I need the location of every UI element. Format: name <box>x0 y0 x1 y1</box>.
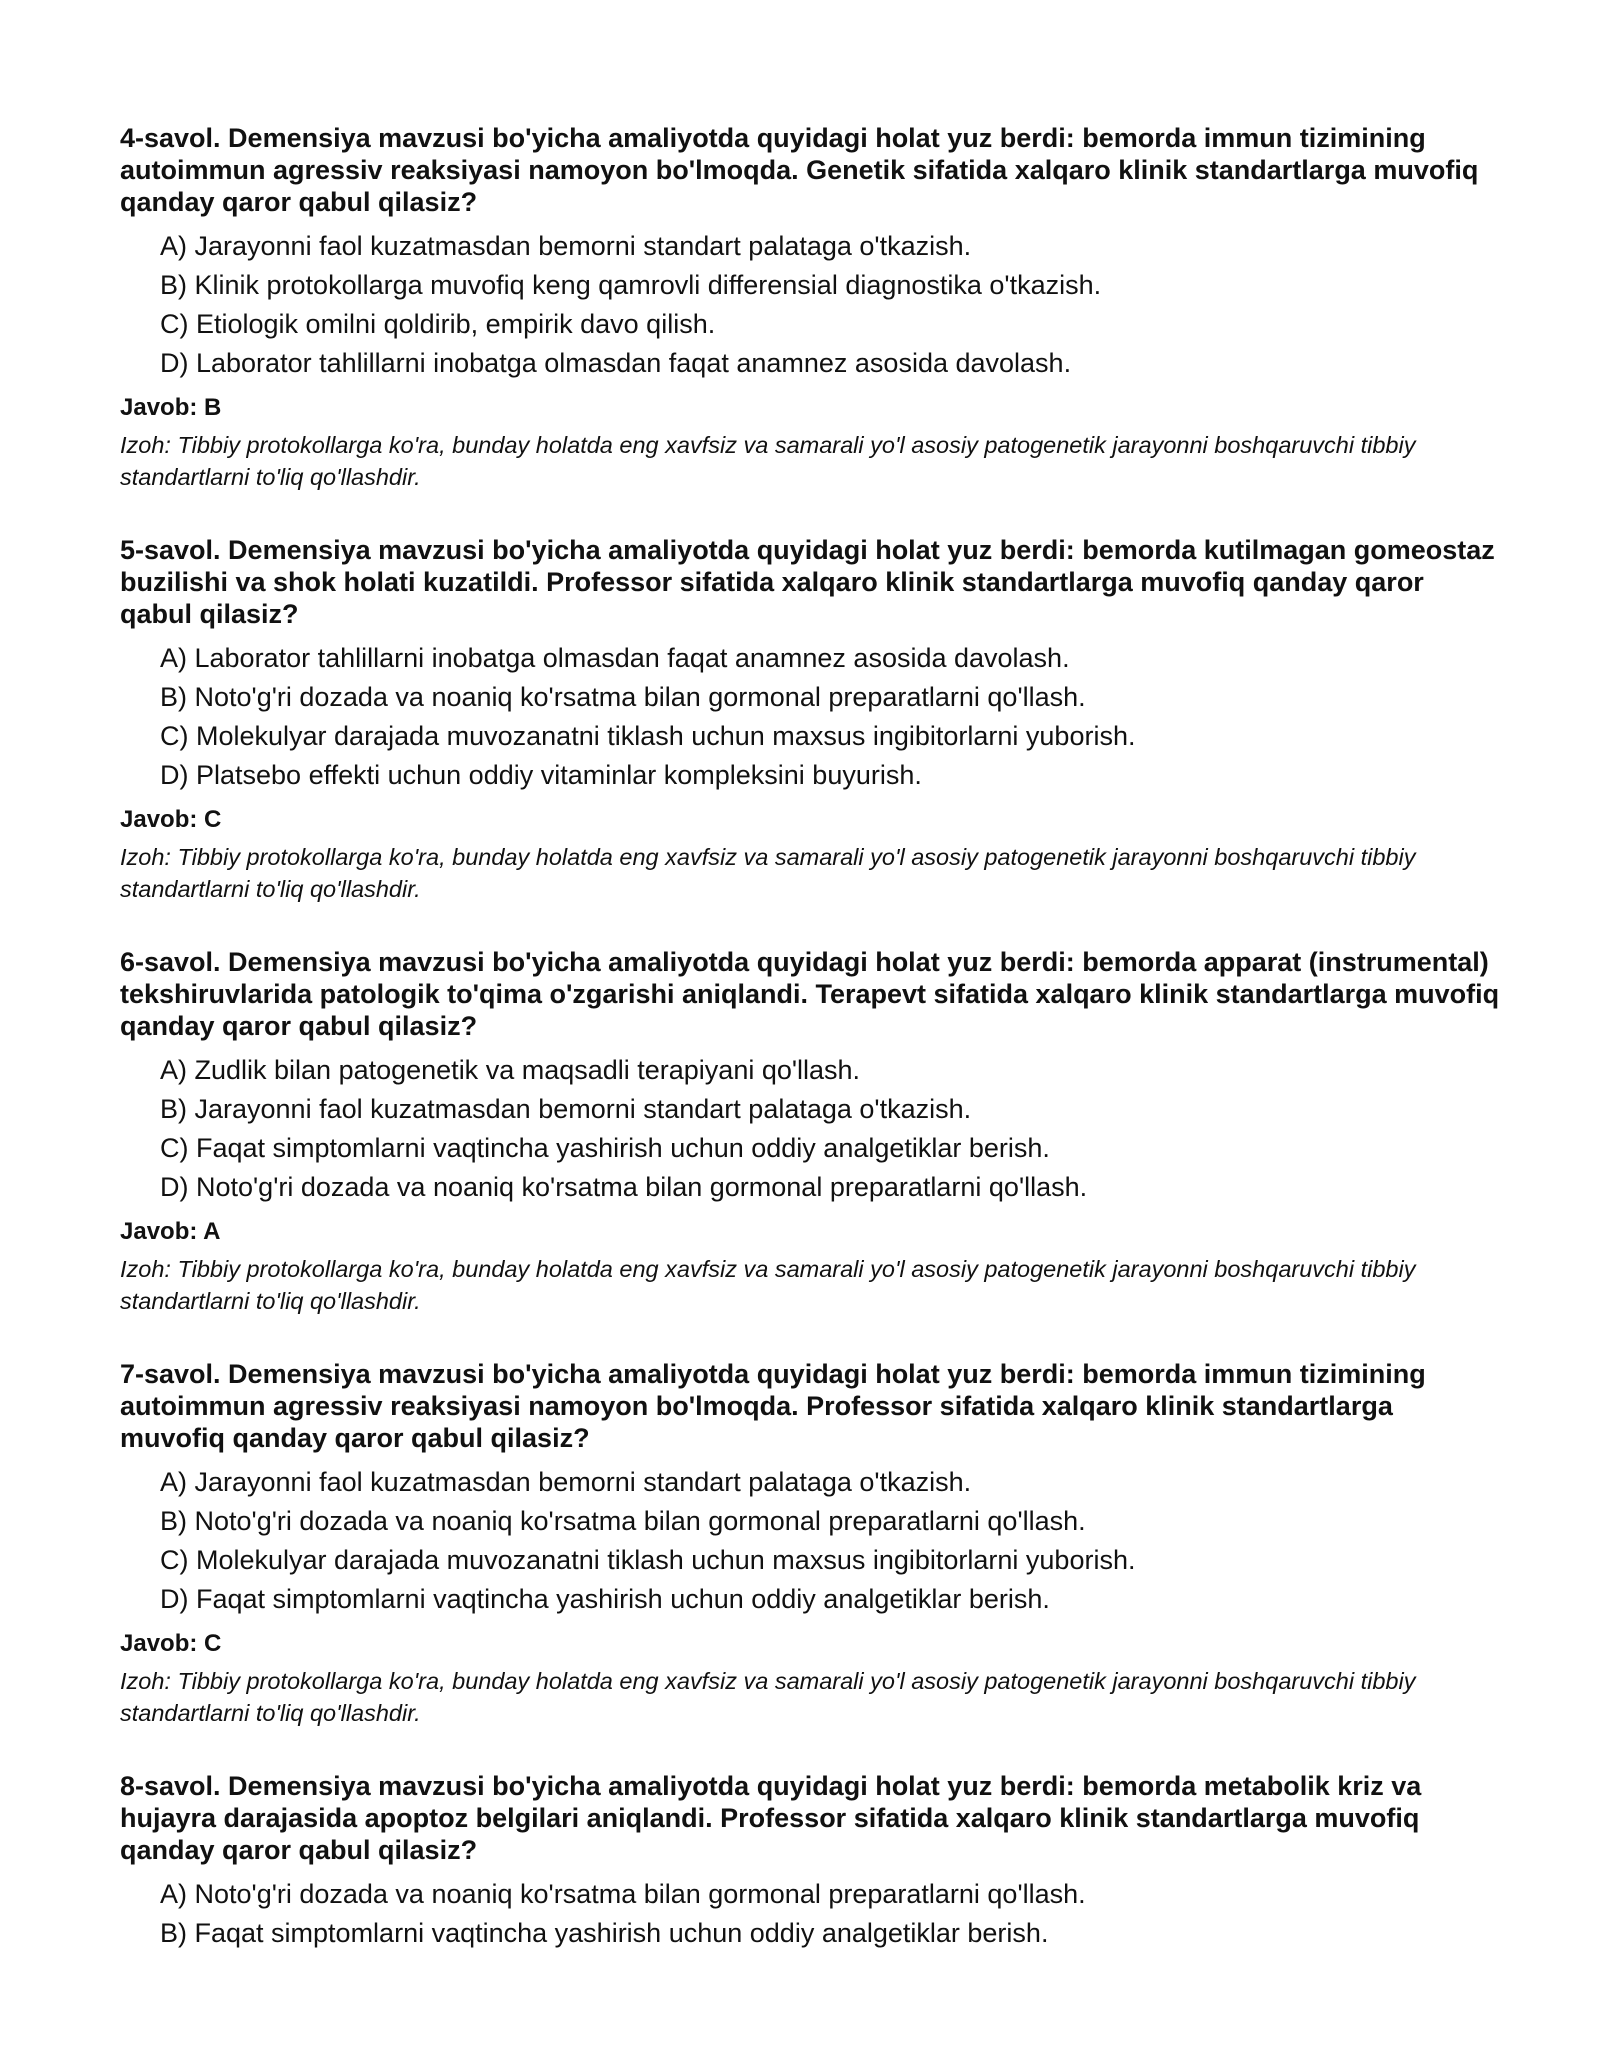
option-d: D) Platsebo effekti uchun oddiy vitaminlar kompleksini buyurish. <box>160 760 922 790</box>
option-c: C) Molekulyar darajada muvozanatni tiklash uchun maxsus ingibitorlarni yuborish. <box>160 721 1136 751</box>
question-title: 6-savol. Demensiya mavzusi bo'yicha amaliyotda quyidagi holat yuz berdi: bemorda apparat (instrumental) tekshiruvlarida patologik to'qima o'zgarishi aniqlandi. Terapevt sifatida xalqaro klinik standartlarga muvofiq qanday qaror qabul qilasiz? <box>120 947 1500 1041</box>
option-c: C) Etiologik omilni qoldirib, empirik davo qilish. <box>160 309 716 339</box>
option-a: A) Jarayonni faol kuzatmasdan bemorni standart palataga o'tkazish. <box>160 231 972 261</box>
question-title: 4-savol. Demensiya mavzusi bo'yicha amaliyotda quyidagi holat yuz berdi: bemorda immun tizimining autoimmun agressiv reaksiyasi namoyon bo'lmoqda. Genetik sifatida xalqaro klinik standartlarga muvofiq qanday qaror qabul qilasiz? <box>120 123 1479 217</box>
option-d: D) Noto'g'ri dozada va noaniq ko'rsatma bilan gormonal preparatlarni qo'llash. <box>160 1172 1088 1202</box>
option-b: B) Faqat simptomlarni vaqtincha yashirish uchun oddiy analgetiklar berish. <box>160 1918 1049 1948</box>
options-list <box>120 1875 1500 1953</box>
option-d: D) Laborator tahlillarni inobatga olmasdan faqat anamnez asosida davolash. <box>160 348 1072 378</box>
explanation-note: Izoh: Tibbiy protokollarga ko'ra, bunday holatda eng xavfsiz va samarali yo'l asosiy patogenetik jarayonni boshqaruvchi tibbiy standartlarni to'liq qo'llashdir. <box>120 844 1416 902</box>
options-list <box>120 639 1500 795</box>
option-b: B) Noto'g'ri dozada va noaniq ko'rsatma bilan gormonal preparatlarni qo'llash. <box>160 1506 1086 1536</box>
option-d: D) Faqat simptomlarni vaqtincha yashirish uchun oddiy analgetiklar berish. <box>160 1584 1050 1614</box>
document-page <box>120 122 1500 1994</box>
question-title: 8-savol. Demensiya mavzusi bo'yicha amaliyotda quyidagi holat yuz berdi: bemorda metabolik kriz va hujayra darajasida apoptoz belgilari aniqlandi. Professor sifatida xalqaro klinik standartlarga muvofiq qanday qaror qabul qilasiz? <box>120 1771 1422 1865</box>
answer-label: Javob: C <box>120 1630 222 1657</box>
question-7 <box>120 1358 1500 1729</box>
options-list <box>120 1463 1500 1619</box>
explanation-note: Izoh: Tibbiy protokollarga ko'ra, bunday holatda eng xavfsiz va samarali yo'l asosiy patogenetik jarayonni boshqaruvchi tibbiy standartlarni to'liq qo'llashdir. <box>120 1668 1416 1726</box>
explanation-note: Izoh: Tibbiy protokollarga ko'ra, bunday holatda eng xavfsiz va samarali yo'l asosiy patogenetik jarayonni boshqaruvchi tibbiy standartlarni to'liq qo'llashdir. <box>120 1256 1416 1314</box>
question-title: 5-savol. Demensiya mavzusi bo'yicha amaliyotda quyidagi holat yuz berdi: bemorda kutilmagan gomeostaz buzilishi va shok holati kuzatildi. Professor sifatida xalqaro klinik standartlarga muvofiq qanday qaror qabul qilasiz? <box>120 535 1495 629</box>
explanation-note: Izoh: Tibbiy protokollarga ko'ra, bunday holatda eng xavfsiz va samarali yo'l asosiy patogenetik jarayonni boshqaruvchi tibbiy standartlarni to'liq qo'llashdir. <box>120 432 1416 490</box>
option-c: C) Molekulyar darajada muvozanatni tiklash uchun maxsus ingibitorlarni yuborish. <box>160 1545 1136 1575</box>
question-title: 7-savol. Demensiya mavzusi bo'yicha amaliyotda quyidagi holat yuz berdi: bemorda immun tizimining autoimmun agressiv reaksiyasi namoyon bo'lmoqda. Professor sifatida xalqaro klinik standartlarga muvofiq qanday qaror qabul qilasiz? <box>120 1359 1426 1453</box>
question-8 <box>120 1770 1500 1953</box>
option-b: B) Klinik protokollarga muvofiq keng qamrovli differensial diagnostika o'tkazish. <box>160 270 1102 300</box>
option-a: A) Jarayonni faol kuzatmasdan bemorni standart palataga o'tkazish. <box>160 1467 972 1497</box>
option-a: A) Noto'g'ri dozada va noaniq ko'rsatma bilan gormonal preparatlarni qo'llash. <box>160 1879 1086 1909</box>
option-b: B) Noto'g'ri dozada va noaniq ko'rsatma bilan gormonal preparatlarni qo'llash. <box>160 682 1086 712</box>
options-list <box>120 227 1500 383</box>
option-a: A) Laborator tahlillarni inobatga olmasdan faqat anamnez asosida davolash. <box>160 643 1070 673</box>
answer-label: Javob: A <box>120 1218 221 1245</box>
question-6 <box>120 946 1500 1317</box>
option-b: B) Jarayonni faol kuzatmasdan bemorni standart palataga o'tkazish. <box>160 1094 972 1124</box>
question-4 <box>120 122 1500 493</box>
answer-label: Javob: B <box>120 394 222 421</box>
options-list <box>120 1051 1500 1207</box>
question-5 <box>120 534 1500 905</box>
answer-label: Javob: C <box>120 806 222 833</box>
option-c: C) Faqat simptomlarni vaqtincha yashirish uchun oddiy analgetiklar berish. <box>160 1133 1050 1163</box>
option-a: A) Zudlik bilan patogenetik va maqsadli terapiyani qo'llash. <box>160 1055 861 1085</box>
